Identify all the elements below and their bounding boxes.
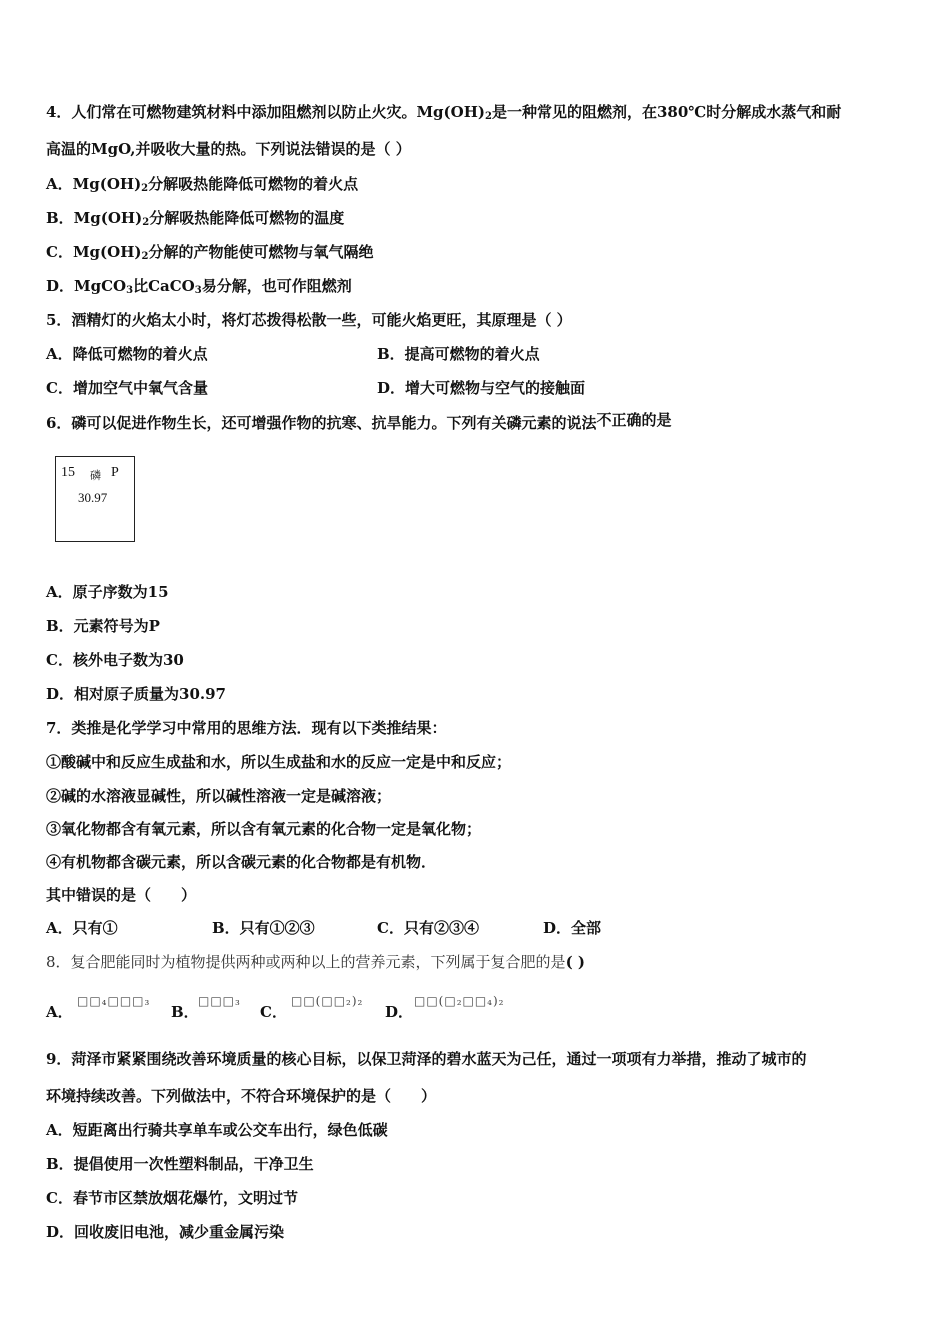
q5-stem: 5．酒精灯的火焰太小时，将灯芯拨得松散一些，可能火焰更旺，其原理是（ ）	[46, 311, 572, 329]
q7-item-3: ③氧化物都含有氧元素，所以含有氧元素的化合物一定是氧化物；	[46, 820, 482, 838]
q7-item-4: ④有机物都含碳元素，所以含碳元素的化合物都是有机物．	[46, 853, 437, 871]
q6-stem-tail: 不正确的是	[596, 411, 672, 429]
q6-stem: 6．磷可以促进作物生长，还可增强作物的抗寒、抗旱能力。下列有关磷元素的说法不正确的是	[46, 411, 672, 432]
q8-option-a-label: A．	[46, 1003, 73, 1021]
q9-option-c: C．春节市区禁放烟花爆竹，文明过节	[46, 1189, 298, 1207]
q9-stem-line1: 9．菏泽市紧紧围绕改善环境质量的核心目标，以保卫菏泽的碧水蓝天为己任，通过一项项有力举措，推动了城市的	[46, 1050, 807, 1068]
q5-option-c: C．增加空气中氧气含量	[46, 379, 208, 397]
q9-stem-line2: 环境持续改善。下列做法中，不符合环境保护的是（ ）	[46, 1087, 437, 1105]
q7-stem: 7．类推是化学学习中常用的思维方法．现有以下类推结果：	[46, 719, 447, 737]
q8-stem: 8．复合肥能同时为植物提供两种或两种以上的营养元素，下列属于复合肥的是( )	[46, 953, 585, 971]
q8-option-b-formula: □□□₃	[198, 994, 241, 1008]
atomic-number: 15	[61, 465, 75, 480]
q4-option-d: D．MgCO$_3$比CaCO$_3$易分解，也可作阻燃剂	[46, 277, 352, 296]
q7-option-c: C．只有②③④	[377, 919, 479, 937]
q4-option-b: B．$Mg(OH)_2$分解吸热能降低可燃物的温度	[46, 209, 345, 228]
q6-option-c: C．核外电子数为30	[46, 651, 184, 669]
q7-option-a: A．只有①	[46, 919, 118, 937]
q5-option-d: D．增大可燃物与空气的接触面	[377, 379, 586, 397]
q7-item-2: ②碱的水溶液显碱性，所以碱性溶液一定是碱溶液；	[46, 787, 392, 805]
q4-option-a: A．$Mg(OH)_2$分解吸热能降低可燃物的着火点	[46, 175, 359, 194]
q8-stem-paren: ( )	[565, 953, 585, 971]
q6-option-a: A．原子序数为15	[46, 583, 169, 601]
q5-option-a: A．降低可燃物的着火点	[46, 345, 208, 363]
q8-option-c-label: C．	[260, 1003, 287, 1021]
q6-option-d: D．相对原子质量为30.97	[46, 685, 226, 703]
phosphorus-element-card	[55, 456, 135, 542]
q9-option-b: B．提倡使用一次性塑料制品，干净卫生	[46, 1155, 314, 1173]
q6-option-b: B．元素符号为P	[46, 617, 160, 635]
q4-option-c: C．$Mg(OH)_2$分解的产物能使可燃物与氧气隔绝	[46, 243, 374, 262]
q9-option-a: A．短距离出行骑共享单车或公交车出行，绿色低碳	[46, 1121, 388, 1139]
q7-question: 其中错误的是（ ）	[46, 886, 197, 904]
element-name: 磷	[90, 470, 100, 482]
q8-option-b-label: B．	[171, 1003, 199, 1021]
q8-option-c-formula: □□(□□₂)₂	[291, 994, 364, 1008]
q8-option-d-label: D．	[385, 1003, 414, 1021]
atomic-mass: 30.97	[78, 490, 108, 505]
element-symbol: P	[111, 465, 119, 480]
q7-option-d: D．全部	[543, 919, 602, 937]
q5-option-b: B．提高可燃物的着火点	[377, 345, 540, 363]
q4-stem-line2: 高温的MgO,并吸收大量的热。下列说法错误的是（ ）	[46, 140, 411, 158]
q7-option-b: B．只有①②③	[212, 919, 315, 937]
q4-stem-line1: 4．人们常在可燃物建筑材料中添加阻燃剂以防止火灾。$Mg(OH)_2$是一种常见的阻燃剂，在380℃时分解成水蒸气和耐	[46, 103, 842, 122]
q7-item-1: ①酸碱中和反应生成盐和水，所以生成盐和水的反应一定是中和反应；	[46, 753, 512, 771]
q8-option-d-formula: □□(□₂□□₄)₂	[414, 994, 505, 1008]
q8-option-a-formula: □□₄□□□₃	[77, 994, 151, 1008]
q9-option-d: D．回收废旧电池，减少重金属污染	[46, 1223, 285, 1241]
